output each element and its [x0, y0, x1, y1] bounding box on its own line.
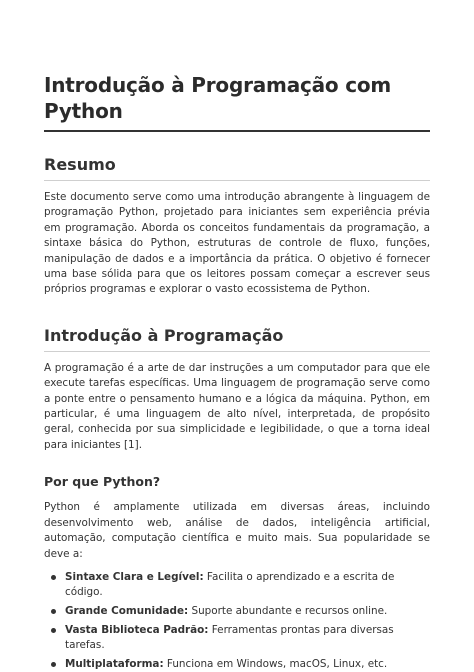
list-item-text: Suporte abundante e recursos online. [188, 604, 388, 617]
section-divider [44, 180, 430, 181]
list-item-text: Funciona em Windows, macOS, Linux, etc. [163, 657, 388, 670]
list-item-term: Multiplataforma: [65, 657, 164, 670]
bullet-icon [51, 609, 56, 614]
abstract-paragraph: Este documento serve como uma introdução abrangente à linguagem de programação Python, projetado para iniciantes sem experiência prévia em programação. Aborda os conceitos fundamentais da programação, a sintaxe básica do Python, estruturas de controle de fluxo, funções, manipulação de dados e a importância da prática. O objetivo é fornecer uma base sólida para que os leitores possam começar a escrever seus próprios programas e explorar o vasto ecossistema de Python. [44, 191, 430, 296]
list-item-term: Grande Comunidade: [65, 604, 189, 617]
section-heading-introducao: Introdução à Programação [44, 325, 284, 345]
intro-paragraph: A programação é a arte de dar instruções a um computador para que ele execute tarefas específicas. Uma linguagem de programação serve como a ponte entre o pensamento humano e a lógica da máquina. Python, em particular, é uma linguagem de alto nível, interpretada, de propósito geral, conhecida por sua simplicidade e legibilidade, o que a torna ideal para iniciantes [1]. [44, 361, 430, 451]
subsection-heading: Por que Python? [44, 474, 161, 490]
section-introducao [44, 325, 430, 672]
section-divider [44, 351, 430, 352]
title-divider [44, 130, 430, 132]
list-item-term: Vasta Biblioteca Padrão: [65, 623, 209, 636]
section-resumo [44, 154, 430, 298]
feature-list [44, 570, 430, 672]
list-item-text: Facilita o aprendizado e a escrita de código. [65, 570, 395, 598]
list-item-term: Sintaxe Clara e Legível: [65, 570, 204, 583]
list-item [65, 570, 430, 600]
why-python-paragraph: Python é amplamente utilizada em diversas áreas, incluindo desenvolvimento web, análise de dados, inteligência artificial, automação, computação científica e muito mais. Sua popularidade se deve a: [44, 501, 430, 560]
list-item [65, 604, 430, 619]
list-item [65, 623, 430, 653]
document-title: Introdução à Programação com Python [44, 73, 392, 123]
bullet-icon [51, 628, 56, 633]
list-item-text: Ferramentas prontas para diversas tarefas. [65, 623, 394, 651]
bullet-icon [51, 575, 56, 580]
section-heading-resumo: Resumo [44, 155, 116, 174]
list-item [65, 657, 430, 672]
subsection-por-que-python [44, 473, 430, 672]
bullet-icon [51, 662, 56, 667]
